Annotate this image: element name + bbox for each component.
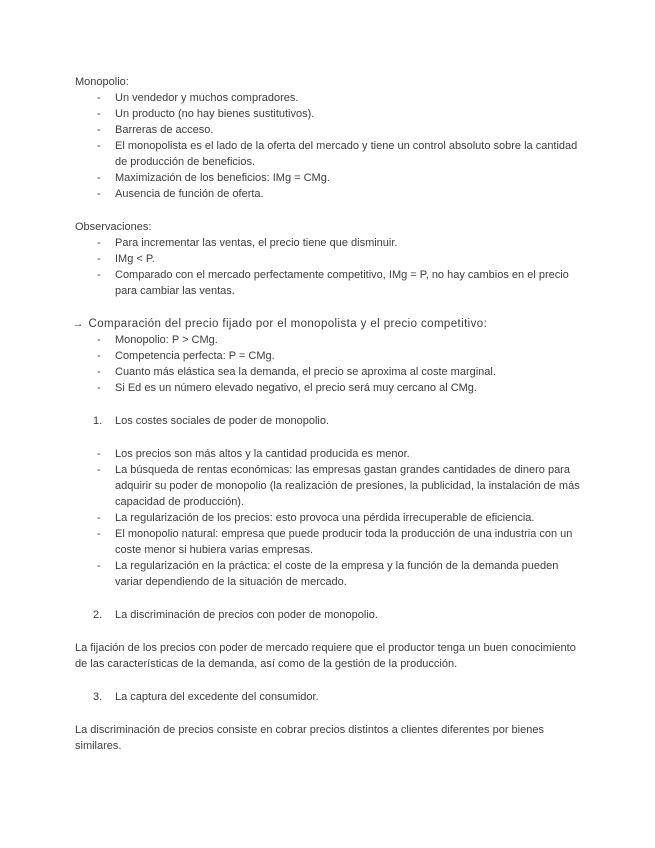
bullet-dash: - <box>97 382 101 394</box>
list-item-text: Comparado con el mercado perfectamente competitivo, IMg = P, no hay cambios en el precio para cambiar las ventas. <box>115 269 569 297</box>
list-item <box>75 186 585 202</box>
numbered-item-1 <box>75 413 585 429</box>
list-item-text: La búsqueda de rentas económicas: las empresas gastan grandes cantidades de dinero para adquirir su poder de monopolio (la realización de presiones, la publicidad, la instalación de más capacidad de producción). <box>115 464 580 508</box>
bullet-dash: - <box>97 350 101 362</box>
heading-text: Comparación del precio fijado por el monopolista y el precio competitivo: <box>88 318 488 330</box>
numbered-item-3 <box>75 689 585 705</box>
arrow-icon: → <box>72 318 84 330</box>
bullet-dash: - <box>97 172 101 184</box>
list-item <box>75 558 585 590</box>
list-item <box>75 267 585 299</box>
list-item <box>75 380 585 396</box>
list-item <box>75 122 585 138</box>
list-item-text: La regularización en la práctica: el coste de la empresa y la función de la demanda pueden variar dependiendo de la situación de mercado. <box>115 560 559 588</box>
bullet-list <box>75 446 585 590</box>
bullet-dash: - <box>97 512 101 524</box>
list-item-text: El monopolio natural: empresa que puede producir toda la producción de una industria con un coste menor si hubiera varias empresas. <box>115 528 573 556</box>
list-item-text: Los precios son más altos y la cantidad producida es menor. <box>115 448 410 460</box>
list-item <box>75 235 585 251</box>
list-item-text: La regularización de los precios: esto provoca una pérdida irrecuperable de eficiencia. <box>115 512 535 524</box>
list-item-text: Si Ed es un número elevado negativo, el precio será muy cercano al CMg. <box>115 382 477 394</box>
list-item <box>75 446 585 462</box>
section-costes-sociales <box>75 446 585 590</box>
list-item-text: Para incrementar las ventas, el precio tiene que disminuir. <box>115 237 398 249</box>
list-item-text: Un producto (no hay bienes sustitutivos). <box>115 108 315 120</box>
bullet-list <box>75 332 585 396</box>
list-item <box>75 510 585 526</box>
paragraph-discriminacion: La discriminación de precios consiste en cobrar precios distintos a clientes diferentes por bienes similares. <box>75 724 544 752</box>
list-item-text: Barreras de acceso. <box>115 124 214 136</box>
bullet-list <box>75 235 585 299</box>
item-number: 2. <box>93 609 103 621</box>
list-item <box>75 106 585 122</box>
list-item <box>75 332 585 348</box>
list-item <box>75 251 585 267</box>
list-item <box>75 364 585 380</box>
list-item-text: El monopolista es el lado de la oferta del mercado y tiene un control absoluto sobre la cantidad de producción de beneficios. <box>115 140 578 168</box>
section-observaciones <box>75 219 585 299</box>
bullet-dash: - <box>97 92 101 104</box>
item-text: La discriminación de precios con poder de monopolio. <box>115 609 378 621</box>
list-item <box>75 138 585 170</box>
bullet-dash: - <box>97 253 101 265</box>
bullet-dash: - <box>97 237 101 249</box>
paragraph-fijacion: La fijación de los precios con poder de mercado requiere que el productor tenga un buen conocimiento de las características de la demanda, así como de la gestión de la producción. <box>75 642 576 670</box>
numbered-item-2 <box>75 607 585 623</box>
bullet-dash: - <box>97 188 101 200</box>
list-item-text: Cuanto más elástica sea la demanda, el precio se aproxima al coste marginal. <box>115 366 496 378</box>
list-item-text: Un vendedor y muchos compradores. <box>115 92 299 104</box>
list-item-text: Maximización de los beneficios: IMg = CMg. <box>115 172 330 184</box>
list-item <box>75 348 585 364</box>
item-number: 3. <box>93 691 103 703</box>
list-item <box>75 526 585 558</box>
list-item-text: Ausencia de función de oferta. <box>115 188 264 200</box>
list-item <box>75 90 585 106</box>
list-item-text: Competencia perfecta: P = CMg. <box>115 350 275 362</box>
bullet-dash: - <box>97 366 101 378</box>
bullet-dash: - <box>97 560 101 572</box>
section-title: Observaciones: <box>75 221 152 233</box>
arrow-heading <box>72 316 585 332</box>
section-title: Monopolio: <box>75 76 129 88</box>
bullet-dash: - <box>97 269 101 281</box>
bullet-dash: - <box>97 108 101 120</box>
bullet-list <box>75 90 585 202</box>
bullet-dash: - <box>97 464 101 476</box>
bullet-dash: - <box>97 528 101 540</box>
list-item-text: Monopolio: P > CMg. <box>115 334 218 346</box>
section-monopolio <box>75 74 585 202</box>
section-comparacion <box>72 316 585 396</box>
list-item <box>75 170 585 186</box>
bullet-dash: - <box>97 124 101 136</box>
bullet-dash: - <box>97 334 101 346</box>
list-item <box>75 462 585 510</box>
list-item-text: IMg < P. <box>115 253 155 265</box>
bullet-dash: - <box>97 140 101 152</box>
document-content <box>72 74 585 754</box>
bullet-dash: - <box>97 448 101 460</box>
item-number: 1. <box>93 415 103 427</box>
item-text: La captura del excedente del consumidor. <box>115 691 319 703</box>
item-text: Los costes sociales de poder de monopolio. <box>115 415 330 427</box>
